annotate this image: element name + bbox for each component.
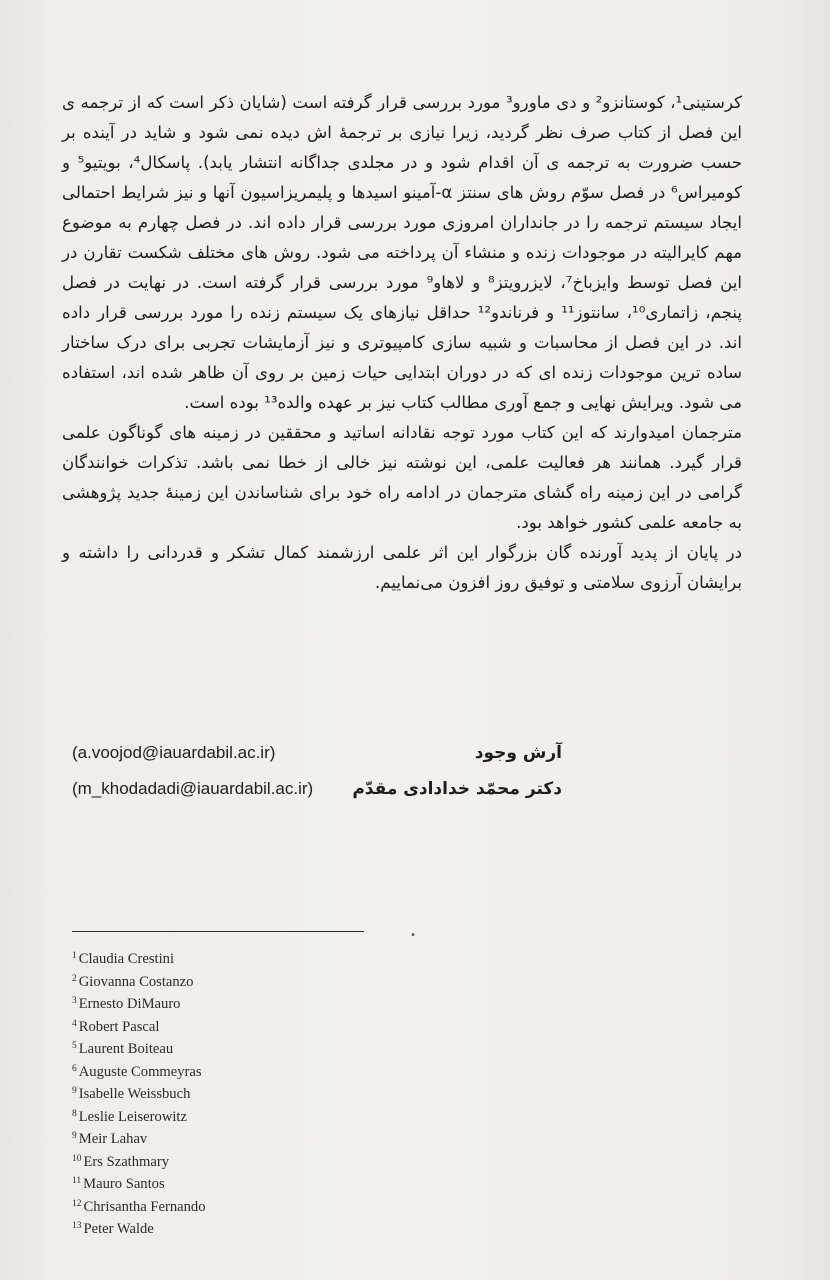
footnote-item [72, 1015, 432, 1038]
footnote-item [72, 1195, 432, 1218]
signature-block [72, 735, 562, 807]
footnote-number: 4 [72, 1018, 77, 1029]
signature-row-1 [72, 735, 562, 771]
footnote-text: Mauro Santos [83, 1176, 165, 1192]
signature-row-2 [72, 771, 562, 807]
footnote-item [72, 970, 432, 993]
footnote-text: Ernesto DiMauro [78, 996, 181, 1012]
footnote-list [72, 947, 432, 1240]
footnote-item [72, 1037, 432, 1060]
footnote-text: Auguste Commeyras [78, 1063, 202, 1080]
body-text [62, 88, 742, 598]
footnote-text: Meir Lahav [78, 1131, 148, 1147]
footnote-number: 3 [72, 996, 77, 1006]
footnote-number: 10 [72, 1153, 82, 1164]
paragraph-3: در پایان از پدید آورنده گان بزرگوار این اثر علمی ارزشمند کمال تشکر و قدردانی را داشته و برایشان آرزوی سلامتی و توفیق روز افزون می‌نماییم. [62, 543, 742, 592]
footnote-item [72, 1060, 432, 1083]
footnote-number: 9 [72, 1131, 77, 1141]
footnote-number: 2 [72, 973, 77, 984]
footnote-item [72, 1105, 432, 1128]
footnote-item [72, 1082, 432, 1105]
footnote-number: 5 [72, 1041, 77, 1051]
footnote-text: Robert Pascal [78, 1018, 160, 1035]
signature-name-2: دکتر محمّد خدادادی مقدّم [352, 779, 562, 799]
footnote-item [72, 1127, 432, 1150]
footnote-text: Claudia Crestini [78, 951, 175, 967]
footnote-text: Peter Walde [83, 1221, 154, 1237]
footnote-item [72, 1172, 432, 1195]
footnote-text: Laurent Boiteau [78, 1041, 174, 1057]
footnote-text: Ers Szathmary [83, 1153, 170, 1170]
paragraph-1: کرستینی¹، کوستانزو² و دی ماورو³ مورد بررسی قرار گرفته است (شایان ذکر است که از ترجمه ی این فصل از کتاب صرف نظر گردید، زیرا نیازی بر ترجمهٔ اش دیده نمی شود و شاید در آینده بر حسب ضرورت به ترجمه ی آن اقدام شود و در مجلدی جداگانه انتشار یابد). پاسکال⁴، بویتیو⁵ و کومیراس⁶ در فصل سوّم روش های سنتز α-آمینو اسیدها و پلیمریزاسیون آنها و نیز شرایط احتمالی ایجاد سیستم ترجمه را در جانداران امروزی مورد بررسی قرار داده اند. در فصل چهارم به موضوع مهم کایرالیته در موجودات زنده و منشاء آن پرداخته می شود. روش های مختلف شکست تقارن در این فصل توسط وایزباخ⁷، لایزرویتز⁸ و لاهاو⁹ مورد بررسی قرار گرفته است. در نهایت در فصل پنجم، زاتماری¹⁰، سانتوز¹¹ و فرناندو¹² حداقل نیازهای یک سیستم زنده را مورد بررسی قرار داده اند. در این فصل از محاسبات و شبیه سازی کامپیوتری و نیز آزمایشات تجربی برای درک ساختار ساده ترین موجودات زنده ای که در دوران ابتدایی حیات زمین بر روی آن ظاهر شده اند، استفاده می شود. ویرایش نهایی و جمع آوری مطالب کتاب نیز بر عهده والده¹³ بوده است. [62, 93, 743, 412]
footnote-item [72, 1150, 432, 1173]
footnote-item [72, 947, 432, 970]
footnote-item [72, 992, 432, 1015]
footnote-number: 6 [72, 1063, 77, 1074]
footnote-text: Chrisantha Fernando [83, 1198, 206, 1215]
page-mark: • [410, 930, 416, 941]
signature-name-1: آرش وجود [474, 743, 562, 763]
signature-email-1: (a.voojod@iauardabil.ac.ir) [72, 743, 276, 762]
footnote-number: 1 [72, 951, 77, 961]
footnote-number: 13 [72, 1221, 82, 1231]
footnote-item [72, 1217, 432, 1240]
footnote-divider [72, 931, 364, 932]
footnote-text: Giovanna Costanzo [78, 973, 194, 990]
signature-email-2: (m_khodadadi@iauardabil.ac.ir) [72, 779, 314, 798]
footnote-number: 8 [72, 1108, 77, 1119]
footnote-text: Leslie Leiserowitz [78, 1108, 187, 1125]
footnote-number: 11 [72, 1176, 82, 1186]
footnote-number: 9 [72, 1086, 77, 1096]
footnote-number: 12 [72, 1198, 82, 1209]
paragraph-2: مترجمان امیدوارند که این کتاب مورد توجه نقادانه اساتید و محققین در زمینه های گوناگون علمی قرار گیرد. همانند هر فعالیت علمی، این نوشته نیز خالی از خطا نمی باشد. تذکرات خوانندگان گرامی در این زمینه راه گشای مترجمان در ادامه راه خود برای شناساندن این زمینهٔ جدید پژوهشی به جامعه علمی کشور خواهد بود. [62, 423, 742, 532]
footnote-text: Isabelle Weissbuch [78, 1086, 191, 1102]
